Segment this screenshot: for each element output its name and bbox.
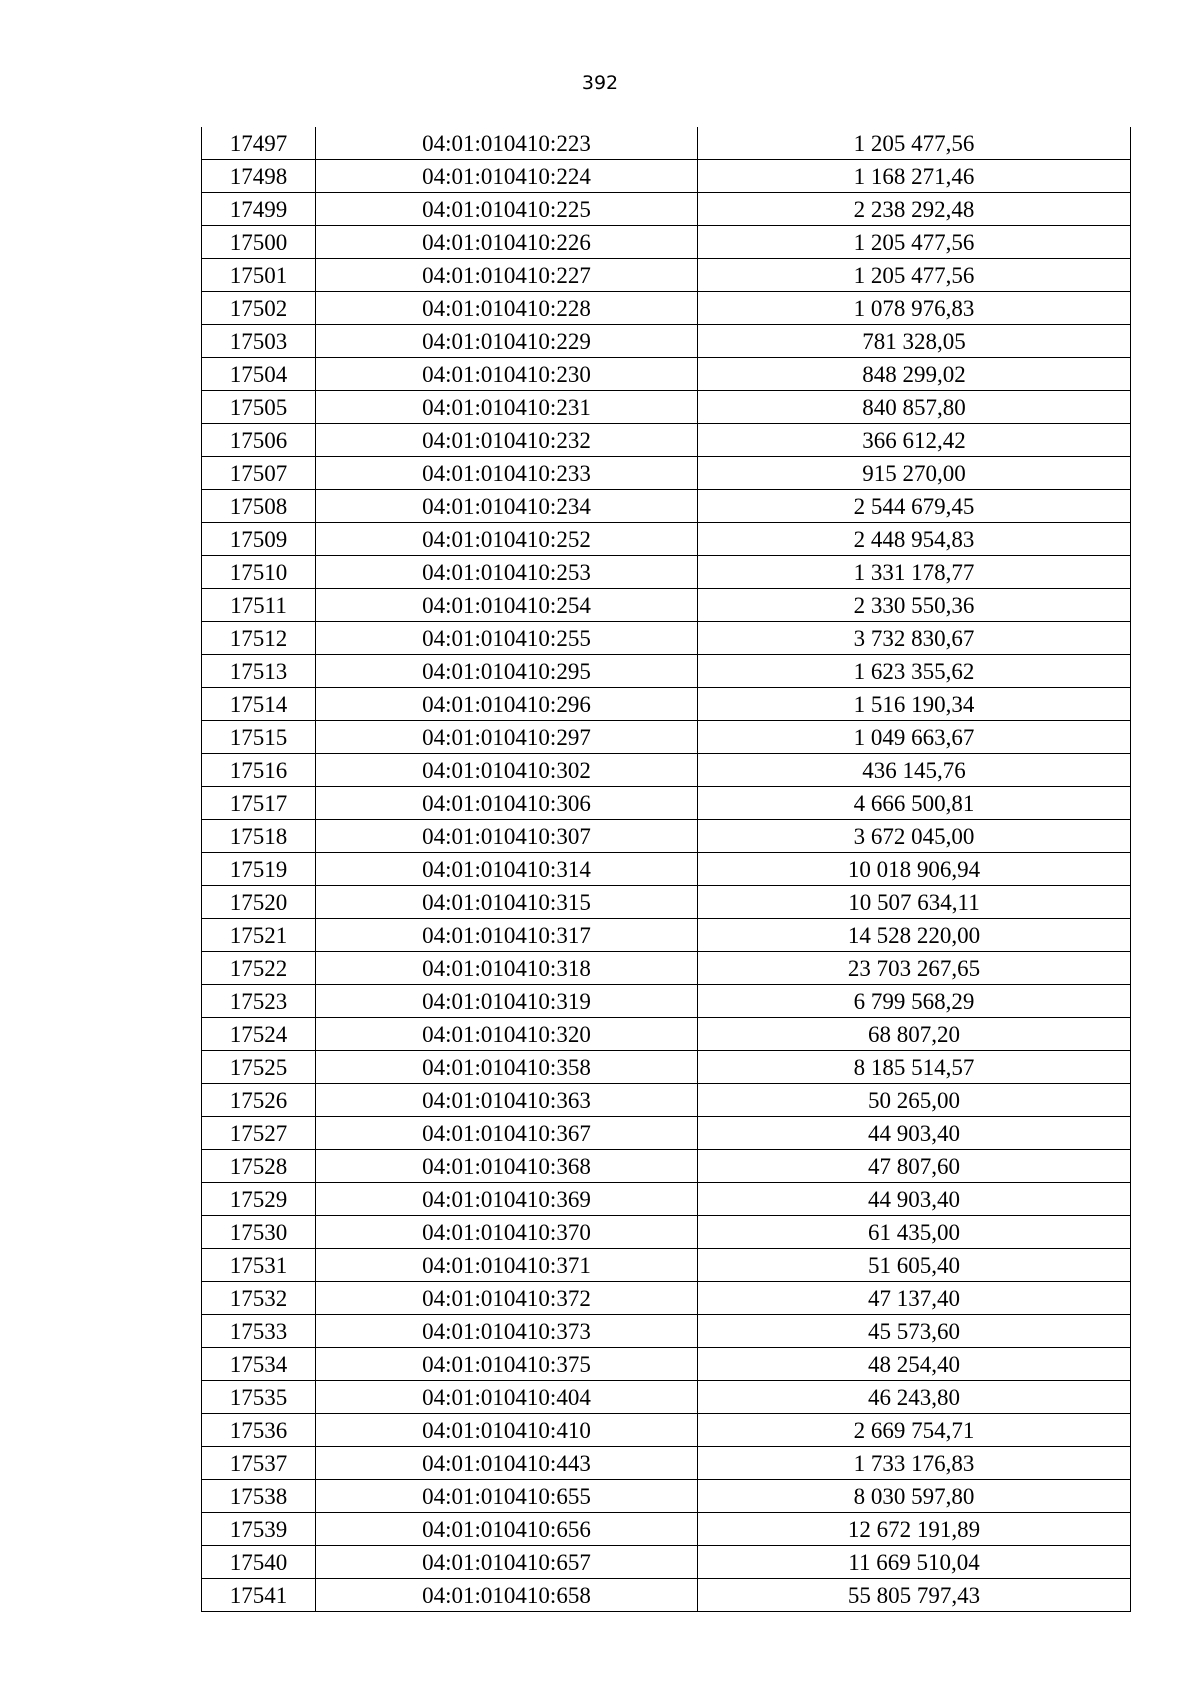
row-number-cell: 17537 [202,1447,316,1480]
cadastral-value-cell: 46 243,80 [698,1381,1131,1414]
row-number-cell: 17499 [202,193,316,226]
table-row [202,721,1131,754]
cadastral-number-cell: 04:01:010410:297 [316,721,698,754]
cadastral-number-cell: 04:01:010410:372 [316,1282,698,1315]
table-row [202,325,1131,358]
cadastral-number-cell: 04:01:010410:232 [316,424,698,457]
cadastral-number-cell: 04:01:010410:296 [316,688,698,721]
cadastral-value-cell: 2 544 679,45 [698,490,1131,523]
table-row [202,1348,1131,1381]
cadastral-number-cell: 04:01:010410:363 [316,1084,698,1117]
table-row [202,655,1131,688]
cadastral-number-cell: 04:01:010410:320 [316,1018,698,1051]
table-row [202,193,1131,226]
table-row [202,457,1131,490]
cadastral-value-cell: 1 168 271,46 [698,160,1131,193]
table-row [202,1513,1131,1546]
table-row [202,1150,1131,1183]
cadastral-value-cell: 1 623 355,62 [698,655,1131,688]
cadastral-number-cell: 04:01:010410:404 [316,1381,698,1414]
cadastral-number-cell: 04:01:010410:223 [316,127,698,160]
table-row [202,1216,1131,1249]
row-number-cell: 17522 [202,952,316,985]
cadastral-value-cell: 1 205 477,56 [698,127,1131,160]
row-number-cell: 17530 [202,1216,316,1249]
cadastral-number-cell: 04:01:010410:373 [316,1315,698,1348]
cadastral-number-cell: 04:01:010410:229 [316,325,698,358]
table-row [202,952,1131,985]
cadastral-number-cell: 04:01:010410:655 [316,1480,698,1513]
cadastral-value-cell: 8 030 597,80 [698,1480,1131,1513]
row-number-cell: 17497 [202,127,316,160]
table-row [202,1249,1131,1282]
cadastral-value-cell: 47 807,60 [698,1150,1131,1183]
row-number-cell: 17513 [202,655,316,688]
cadastral-number-cell: 04:01:010410:307 [316,820,698,853]
row-number-cell: 17527 [202,1117,316,1150]
cadastral-number-cell: 04:01:010410:369 [316,1183,698,1216]
cadastral-number-cell: 04:01:010410:656 [316,1513,698,1546]
row-number-cell: 17534 [202,1348,316,1381]
cadastral-number-cell: 04:01:010410:224 [316,160,698,193]
row-number-cell: 17514 [202,688,316,721]
row-number-cell: 17512 [202,622,316,655]
cadastral-number-cell: 04:01:010410:295 [316,655,698,688]
table-row [202,259,1131,292]
cadastral-number-cell: 04:01:010410:319 [316,985,698,1018]
table-row [202,1480,1131,1513]
row-number-cell: 17531 [202,1249,316,1282]
cadastral-number-cell: 04:01:010410:231 [316,391,698,424]
cadastral-number-cell: 04:01:010410:252 [316,523,698,556]
cadastral-number-cell: 04:01:010410:375 [316,1348,698,1381]
cadastral-number-cell: 04:01:010410:226 [316,226,698,259]
table-row [202,127,1131,160]
cadastral-value-cell: 781 328,05 [698,325,1131,358]
cadastral-number-cell: 04:01:010410:227 [316,259,698,292]
cadastral-number-cell: 04:01:010410:371 [316,1249,698,1282]
table-row [202,1117,1131,1150]
row-number-cell: 17506 [202,424,316,457]
cadastral-value-cell: 1 049 663,67 [698,721,1131,754]
cadastral-value-cell: 1 331 178,77 [698,556,1131,589]
cadastral-value-cell: 47 137,40 [698,1282,1131,1315]
cadastral-value-cell: 8 185 514,57 [698,1051,1131,1084]
table-row [202,292,1131,325]
cadastral-number-cell: 04:01:010410:317 [316,919,698,952]
table-row [202,1315,1131,1348]
row-number-cell: 17500 [202,226,316,259]
cadastral-value-cell: 44 903,40 [698,1117,1131,1150]
row-number-cell: 17536 [202,1414,316,1447]
cadastral-number-cell: 04:01:010410:314 [316,853,698,886]
row-number-cell: 17541 [202,1579,316,1612]
table-row [202,589,1131,622]
table-row [202,622,1131,655]
cadastral-number-cell: 04:01:010410:255 [316,622,698,655]
cadastral-value-cell: 915 270,00 [698,457,1131,490]
row-number-cell: 17538 [202,1480,316,1513]
row-number-cell: 17505 [202,391,316,424]
table-row [202,919,1131,952]
cadastral-value-cell: 48 254,40 [698,1348,1131,1381]
cadastral-value-cell: 1 516 190,34 [698,688,1131,721]
cadastral-value-cell: 2 448 954,83 [698,523,1131,556]
table-row [202,160,1131,193]
row-number-cell: 17508 [202,490,316,523]
table-row [202,556,1131,589]
cadastral-number-cell: 04:01:010410:234 [316,490,698,523]
row-number-cell: 17525 [202,1051,316,1084]
table-row [202,1579,1131,1612]
row-number-cell: 17511 [202,589,316,622]
row-number-cell: 17521 [202,919,316,952]
table-row [202,490,1131,523]
row-number-cell: 17507 [202,457,316,490]
cadastral-value-cell: 4 666 500,81 [698,787,1131,820]
cadastral-value-cell: 68 807,20 [698,1018,1131,1051]
table-row [202,985,1131,1018]
row-number-cell: 17539 [202,1513,316,1546]
cadastral-number-cell: 04:01:010410:315 [316,886,698,919]
cadastral-number-cell: 04:01:010410:658 [316,1579,698,1612]
cadastral-number-cell: 04:01:010410:253 [316,556,698,589]
table-row [202,1447,1131,1480]
table-row [202,1546,1131,1579]
row-number-cell: 17523 [202,985,316,1018]
cadastral-number-cell: 04:01:010410:228 [316,292,698,325]
row-number-cell: 17518 [202,820,316,853]
cadastral-value-table [201,127,1131,1612]
cadastral-value-cell: 2 330 550,36 [698,589,1131,622]
cadastral-value-cell: 6 799 568,29 [698,985,1131,1018]
cadastral-number-cell: 04:01:010410:368 [316,1150,698,1183]
cadastral-value-cell: 55 805 797,43 [698,1579,1131,1612]
row-number-cell: 17501 [202,259,316,292]
cadastral-number-cell: 04:01:010410:302 [316,754,698,787]
row-number-cell: 17524 [202,1018,316,1051]
row-number-cell: 17504 [202,358,316,391]
row-number-cell: 17520 [202,886,316,919]
table-row [202,391,1131,424]
cadastral-value-cell: 12 672 191,89 [698,1513,1131,1546]
cadastral-value-cell: 3 672 045,00 [698,820,1131,853]
cadastral-value-cell: 51 605,40 [698,1249,1131,1282]
row-number-cell: 17519 [202,853,316,886]
row-number-cell: 17532 [202,1282,316,1315]
cadastral-number-cell: 04:01:010410:225 [316,193,698,226]
row-number-cell: 17526 [202,1084,316,1117]
row-number-cell: 17533 [202,1315,316,1348]
cadastral-value-cell: 2 238 292,48 [698,193,1131,226]
table-row [202,1282,1131,1315]
cadastral-number-cell: 04:01:010410:367 [316,1117,698,1150]
table-row [202,424,1131,457]
cadastral-value-cell: 3 732 830,67 [698,622,1131,655]
table-row [202,886,1131,919]
table-body [202,127,1131,1612]
row-number-cell: 17502 [202,292,316,325]
table-row [202,787,1131,820]
cadastral-value-cell: 366 612,42 [698,424,1131,457]
cadastral-value-cell: 1 733 176,83 [698,1447,1131,1480]
cadastral-value-cell: 1 078 976,83 [698,292,1131,325]
cadastral-value-cell: 10 507 634,11 [698,886,1131,919]
cadastral-value-cell: 840 857,80 [698,391,1131,424]
cadastral-number-cell: 04:01:010410:657 [316,1546,698,1579]
table-row [202,688,1131,721]
table-row [202,1414,1131,1447]
cadastral-value-cell: 44 903,40 [698,1183,1131,1216]
table-row [202,226,1131,259]
cadastral-value-cell: 436 145,76 [698,754,1131,787]
cadastral-value-cell: 2 669 754,71 [698,1414,1131,1447]
cadastral-value-cell: 1 205 477,56 [698,259,1131,292]
table-row [202,523,1131,556]
table-row [202,820,1131,853]
cadastral-value-cell: 11 669 510,04 [698,1546,1131,1579]
cadastral-number-cell: 04:01:010410:230 [316,358,698,391]
cadastral-number-cell: 04:01:010410:410 [316,1414,698,1447]
cadastral-number-cell: 04:01:010410:370 [316,1216,698,1249]
table-row [202,853,1131,886]
cadastral-number-cell: 04:01:010410:358 [316,1051,698,1084]
cadastral-number-cell: 04:01:010410:306 [316,787,698,820]
table-row [202,1381,1131,1414]
table-row [202,1183,1131,1216]
page-number: 392 [581,72,619,94]
cadastral-value-cell: 23 703 267,65 [698,952,1131,985]
cadastral-number-cell: 04:01:010410:443 [316,1447,698,1480]
cadastral-number-cell: 04:01:010410:254 [316,589,698,622]
row-number-cell: 17498 [202,160,316,193]
row-number-cell: 17503 [202,325,316,358]
cadastral-value-cell: 50 265,00 [698,1084,1131,1117]
cadastral-value-cell: 10 018 906,94 [698,853,1131,886]
row-number-cell: 17528 [202,1150,316,1183]
cadastral-value-cell: 61 435,00 [698,1216,1131,1249]
cadastral-value-cell: 14 528 220,00 [698,919,1131,952]
table-row [202,1051,1131,1084]
row-number-cell: 17510 [202,556,316,589]
row-number-cell: 17535 [202,1381,316,1414]
row-number-cell: 17529 [202,1183,316,1216]
table-row [202,1018,1131,1051]
table-row [202,1084,1131,1117]
table-row [202,358,1131,391]
row-number-cell: 17509 [202,523,316,556]
row-number-cell: 17517 [202,787,316,820]
cadastral-number-cell: 04:01:010410:233 [316,457,698,490]
cadastral-value-cell: 1 205 477,56 [698,226,1131,259]
row-number-cell: 17516 [202,754,316,787]
cadastral-number-cell: 04:01:010410:318 [316,952,698,985]
cadastral-value-cell: 848 299,02 [698,358,1131,391]
row-number-cell: 17540 [202,1546,316,1579]
row-number-cell: 17515 [202,721,316,754]
table-row [202,754,1131,787]
cadastral-value-cell: 45 573,60 [698,1315,1131,1348]
